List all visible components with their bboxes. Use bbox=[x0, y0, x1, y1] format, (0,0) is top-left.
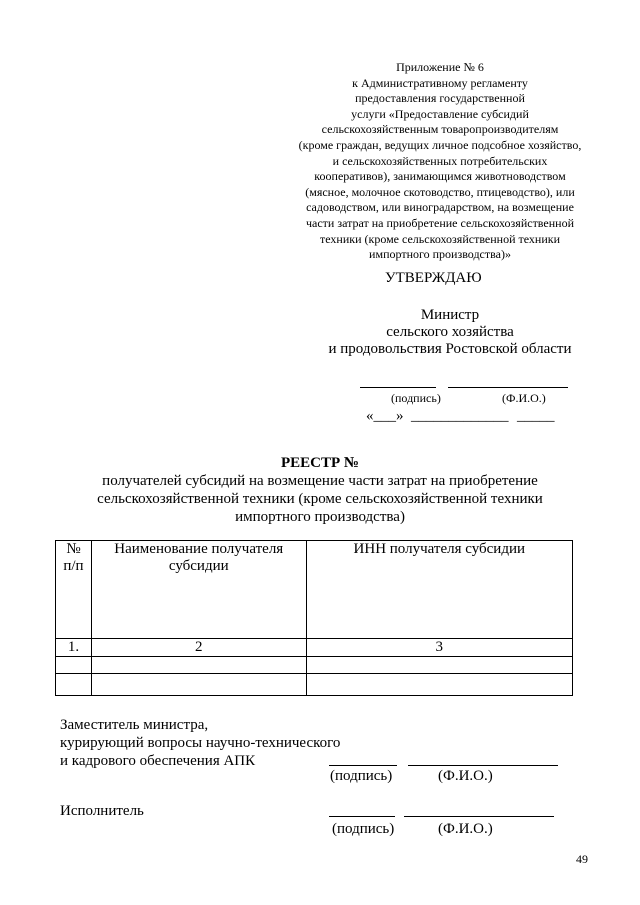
deputy-line: курирующий вопросы научно-технического bbox=[60, 735, 341, 751]
annex-block bbox=[260, 60, 620, 263]
minister-line: и продовольствия Ростовской области bbox=[328, 341, 572, 357]
register-title: РЕЕСТР № bbox=[281, 455, 359, 471]
table-row bbox=[56, 674, 573, 696]
page-number: 49 bbox=[576, 852, 588, 866]
executor-fio-label: (Ф.И.О.) bbox=[438, 821, 493, 837]
annex-line: садоводством, или виноградарством, на возмещение bbox=[306, 200, 574, 215]
deputy-block bbox=[60, 716, 340, 770]
header-name bbox=[91, 541, 306, 639]
approval-year-blank: _____ bbox=[517, 408, 555, 424]
annex-line: и сельскохозяйственных потребительских bbox=[332, 153, 548, 168]
deputy-signature-label: (подпись) bbox=[330, 768, 393, 784]
executor-label: Исполнитель bbox=[60, 803, 144, 819]
header-name-line: субсидии bbox=[168, 558, 229, 574]
table-cell bbox=[56, 657, 92, 674]
annex-line: части затрат на приобретение сельскохозяйственной bbox=[305, 215, 574, 230]
annex-line: Приложение № 6 bbox=[396, 60, 484, 74]
header-name-line: Наименование получателя bbox=[114, 541, 284, 557]
deputy-fio-line bbox=[408, 765, 558, 766]
approval-signature-label: (подпись) bbox=[391, 391, 441, 405]
minister-title bbox=[300, 307, 600, 358]
header-number-line: п/п bbox=[63, 558, 84, 574]
annex-line: кооперативов), занимающимся животноводством bbox=[314, 169, 566, 184]
table-cell: 2 bbox=[91, 639, 306, 657]
deputy-signature-line bbox=[329, 765, 397, 766]
approval-date-prefix: «___» bbox=[366, 408, 404, 424]
table-cell bbox=[91, 674, 306, 696]
annex-line: к Административному регламенту bbox=[352, 75, 528, 90]
table-cell bbox=[56, 674, 92, 696]
table-cell: 1. bbox=[56, 639, 92, 657]
executor-signature-line bbox=[329, 816, 395, 817]
header-number bbox=[56, 541, 92, 639]
register-table bbox=[55, 540, 573, 696]
annex-line: (мясное, молочное скотоводство, птицеводство), или bbox=[305, 184, 575, 199]
table-cell bbox=[306, 657, 572, 674]
header-inn-line: ИНН получателя субсидии bbox=[353, 541, 526, 557]
table-cell: 3 bbox=[306, 639, 572, 657]
approval-fio-line bbox=[448, 387, 568, 388]
approval-date-blank: _____________ bbox=[411, 408, 509, 424]
executor-fio-line bbox=[404, 816, 554, 817]
header-number-line: № bbox=[66, 541, 81, 557]
header-inn bbox=[306, 541, 572, 639]
minister-line: сельского хозяйства bbox=[386, 324, 514, 340]
register-subtitle-line: импортного производства) bbox=[235, 509, 405, 525]
approval-heading: УТВЕРЖДАЮ bbox=[385, 270, 482, 286]
table-row bbox=[56, 657, 573, 674]
table-numbering-row bbox=[56, 639, 573, 657]
table-cell bbox=[91, 657, 306, 674]
register-subtitle-line: сельскохозяйственной техники (кроме сельскохозяйственной техники bbox=[97, 491, 543, 507]
annex-line: сельскохозяйственным товаропроизводителям bbox=[321, 122, 559, 137]
annex-line: импортного производства)» bbox=[369, 247, 511, 262]
register-subtitle-line: получателей субсидий на возмещение части затрат на приобретение bbox=[102, 473, 538, 489]
annex-line: техники (кроме сельскохозяйственной техники bbox=[319, 231, 561, 246]
executor-signature-label: (подпись) bbox=[332, 821, 395, 837]
approval-fio-label: (Ф.И.О.) bbox=[502, 391, 546, 405]
deputy-line: и кадрового обеспечения АПК bbox=[60, 753, 256, 769]
table-header-row bbox=[56, 541, 573, 639]
minister-line: Министр bbox=[420, 307, 480, 323]
annex-line: (кроме граждан, ведущих личное подсобное хозяйство, bbox=[298, 137, 582, 152]
approval-signature-line bbox=[360, 387, 436, 388]
table-cell bbox=[306, 674, 572, 696]
annex-line: услуги «Предоставление субсидий bbox=[351, 106, 529, 121]
deputy-line: Заместитель министра, bbox=[60, 717, 209, 733]
annex-line: предоставления государственной bbox=[355, 91, 525, 106]
deputy-fio-label: (Ф.И.О.) bbox=[438, 768, 493, 784]
register-subtitle bbox=[60, 472, 580, 526]
